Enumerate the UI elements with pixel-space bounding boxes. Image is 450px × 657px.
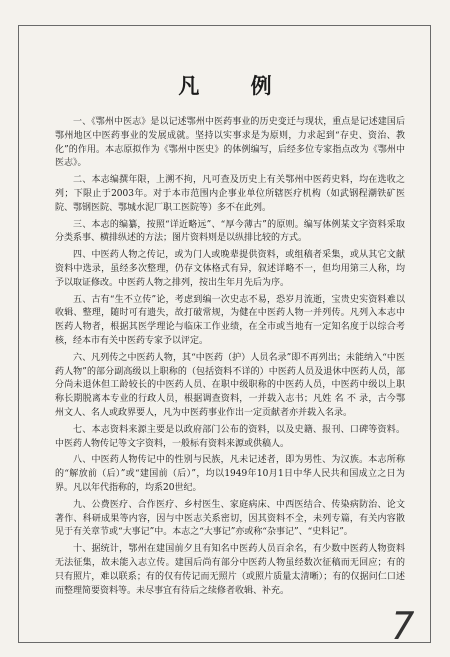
paragraph-1: 一、《鄂州中医志》是以记述鄂州中医药事业的历史变迁与现状，重点是记述建国后鄂州地区中医药事业的发展成就。坚持以实事求是为原则，力求起到“存史、资治、教化”的作用。本志原拟作为《鄂州中医史》的体例编写，后经多位专家指点改为《鄂州中医志》。 <box>55 117 405 169</box>
paragraph-7: 七、本志资料来源主要是以政府部门公布的资料，以及史籍、报刊、口碑等资料。中医药人物传记等文字资料，一般标有资料来源或供稿人。 <box>55 424 405 449</box>
paragraph-9: 九、公费医疗、合作医疗、乡村医生、家庭病床、中西医结合、传染病防治、论文著作、科研成果等内容，因与中医志关系密切，因其资料不全，未列专篇，有关内容散见于有关章节或“大事记”中。本志之“大事记”亦或称“杂事记”、“史料记”。 <box>55 499 405 538</box>
paragraph-8: 八、中医药人物传记中的性别与民族，凡未记述者，即为男性、为汉族。本志所称的“解放前（后）”或“建国前（后）”，均以1949年10月1日中华人民共和国成立之日为界。凡以年代指称的，均系20世纪。 <box>55 455 405 493</box>
paragraph-6: 六、凡列传之中医药人物，其“中医药（护）人员名录”即不再列出；未能纳入“中医药人物”的部分副高级以上职称的（包括资料不详的）中医药人员及退休中医药人员，部分尚未退休但工龄较长的中医药人员、在职中级职称的中医药人员，中医药中级以上职称长期脱离本专业的行政人员，根据调查资料，一并载入志书；凡姓 名 不 录，古今鄂州文人、名人或政界要人，凡为中医药事业作出一定贡献者亦并载入名录。 <box>55 352 405 418</box>
page-title: 凡 例 <box>178 73 294 98</box>
paragraph-2: 二、本志编撰年限，上溯不拘，凡可查及历史上有关鄂州中医药史料，均在选收之列；下限止于2003年。对于本市范围内企事业单位所辖医疗机构（如武钢程潮铁矿医院、鄂钢医院、鄂城水泥厂职工医院等）多不在此列。 <box>55 175 405 213</box>
paragraph-10: 十、据统计，鄂州在建国前夕且有知名中医药人员百余名，有少数中医药人物资料无法征集，故未能入志立传。建国后尚有部分中医药人物虽经数次征稿而无回应；有的只有照片，难以联系；有的仅有传记而无照片（或照片质量太清晰）；有的仅据问仁口述而整理简要资料等。未尽事宜有待后之续修者收辑、补充。 <box>55 544 405 596</box>
handwritten-page-number: 7 <box>385 604 419 648</box>
paragraph-3: 三、本志的编纂，按照“详近略远”、“厚今薄古”的原则。编写体例某文字资料采取分类系事、横排纵述的方法；图片资料则是以纵排比较的方式。 <box>55 219 405 244</box>
paragraph-4: 四、中医药人物之传记，或为门人或晚辈提供资料，或组稿者采集，或从其它文献资料中选录，虽经多次整理，仍存文体格式有异，叙述详略不一，但均用第三人称，均予以取证修改。中医药人物之排列，按出生年月先后为序。 <box>55 250 405 288</box>
document-body <box>55 116 405 601</box>
paragraph-5: 五、古有“生不立传”论，考虑到编一次史志不易，恐岁月流逝，宝贵史实资料难以收辑、整理，随时可有遗失，故打破常规，为健在中医药人物一并列传。凡列入本志中医药人物者，根据其医学理论与临床工作业绩，在全市或当地有一定知名度于以综合考核，经本市有关中医药专家予以评定。 <box>55 294 405 346</box>
